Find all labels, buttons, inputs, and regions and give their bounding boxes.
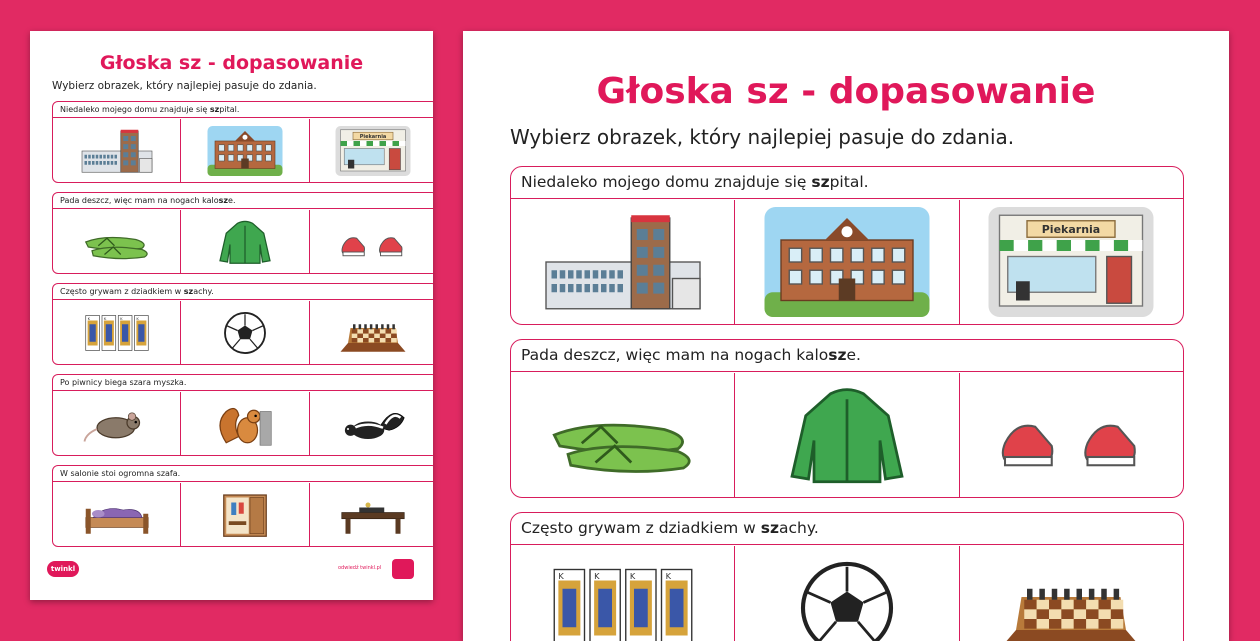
wardrobe-image (207, 490, 283, 540)
sentence-text-end: pital. (219, 105, 239, 114)
answer-option[interactable] (960, 373, 1183, 497)
exercise-sentence (511, 167, 1183, 199)
answer-option[interactable] (511, 200, 735, 324)
answer-option[interactable] (310, 392, 433, 455)
answer-option[interactable] (53, 392, 181, 455)
svg-text:K: K (630, 571, 636, 581)
answer-option[interactable] (181, 483, 309, 546)
flip-flops-image (79, 217, 155, 267)
svg-text:K: K (136, 316, 139, 320)
worksheet-zoomed (463, 31, 1229, 641)
playing-cards-image (538, 553, 708, 641)
answer-option[interactable] (181, 392, 309, 455)
exercise-sentence (53, 193, 433, 209)
answer-option[interactable] (181, 301, 309, 364)
hospital-image (79, 126, 155, 176)
highlighted-letters: sz (184, 287, 193, 296)
school-image (207, 126, 283, 176)
table-image (335, 490, 411, 540)
answer-option[interactable] (735, 546, 959, 641)
footer-url: odwiedź twinkl.pl (338, 565, 381, 571)
answer-option[interactable] (310, 210, 433, 273)
svg-text:K: K (104, 316, 107, 320)
raincoat-image (762, 380, 932, 490)
sentence-text-end: achy. (193, 287, 214, 296)
bakery-image (986, 207, 1156, 317)
sentence-text: Po piwnicy biega szara myszka. (60, 378, 186, 387)
svg-text:K: K (87, 316, 90, 320)
playing-cards-image (79, 308, 155, 358)
mouse-image (79, 399, 155, 449)
exercise-row-1 (52, 101, 433, 183)
exercise-row-2 (52, 192, 433, 274)
exercise-sentence (511, 340, 1183, 372)
exercise-sentence (53, 375, 433, 391)
answer-option[interactable] (511, 546, 735, 641)
answer-option[interactable] (960, 200, 1183, 324)
answer-option[interactable] (310, 119, 433, 182)
exercise-row-5 (52, 465, 433, 547)
answer-option[interactable] (310, 483, 433, 546)
answer-option[interactable] (53, 119, 181, 182)
football-image (207, 308, 283, 358)
sentence-text-end: achy. (779, 519, 819, 537)
answer-option[interactable] (181, 210, 309, 273)
worksheet-thumbnail (30, 31, 433, 600)
page-title: Głoska sz - dopasowanie (30, 52, 433, 74)
highlighted-letters: sz (811, 173, 829, 191)
instruction-text: Wybierz obrazek, który najlepiej pasuje do zdania. (52, 80, 317, 92)
exercise-row-4 (52, 374, 433, 456)
answer-option[interactable] (53, 210, 181, 273)
exercise-row-1 (510, 166, 1184, 325)
exercise-sentence (511, 513, 1183, 545)
exercise-row-2 (510, 339, 1184, 498)
page-title-large: Głoska sz - dopasowanie (463, 71, 1229, 112)
flip-flops-image (538, 380, 708, 490)
bakery-image (335, 126, 411, 176)
svg-text:K: K (120, 316, 123, 320)
answer-option[interactable] (53, 301, 181, 364)
sentence-text: Niedaleko mojego domu znajduje się (521, 173, 811, 191)
answer-option[interactable] (310, 301, 433, 364)
hospital-image (538, 207, 708, 317)
sneakers-image (986, 380, 1156, 490)
svg-text:K: K (594, 571, 600, 581)
sentence-text: Pada deszcz, więc mam na nogach kalo (60, 196, 219, 205)
school-image (762, 207, 932, 317)
exercise-row-3 (510, 512, 1184, 641)
sentence-text: Niedaleko mojego domu znajduje się (60, 105, 210, 114)
answer-option[interactable] (511, 373, 735, 497)
exercise-sentence (53, 284, 433, 300)
footer-badge-icon (392, 559, 414, 579)
sentence-text: Często grywam z dziadkiem w (60, 287, 184, 296)
svg-text:K: K (558, 571, 564, 581)
chessboard-image (335, 308, 411, 358)
answer-option[interactable] (181, 119, 309, 182)
exercise-sentence (53, 466, 433, 482)
sentence-text-end: e. (228, 196, 235, 205)
answer-option[interactable] (960, 546, 1183, 641)
football-image (762, 553, 932, 641)
chessboard-image (986, 553, 1156, 641)
answer-option[interactable] (735, 373, 959, 497)
sentence-text-end: pital. (830, 173, 869, 191)
highlighted-letters: sz (761, 519, 779, 537)
answer-option[interactable] (53, 483, 181, 546)
answer-option[interactable] (735, 200, 959, 324)
twinkl-logo: twinkl (47, 561, 79, 577)
exercise-sentence (53, 102, 433, 118)
raincoat-image (207, 217, 283, 267)
sneakers-image (335, 217, 411, 267)
skunk-image (335, 399, 411, 449)
highlighted-letters: sz (219, 196, 228, 205)
squirrel-image (207, 399, 283, 449)
instruction-text-large: Wybierz obrazek, który najlepiej pasuje do zdania. (510, 125, 1014, 149)
sentence-text: Pada deszcz, więc mam na nogach kalo (521, 346, 828, 364)
sentence-text: W salonie stoi ogromna szafa. (60, 469, 180, 478)
exercise-row-3 (52, 283, 433, 365)
highlighted-letters: sz (210, 105, 219, 114)
bakery-sign-text: Piekarnia (360, 133, 387, 139)
highlighted-letters: sz (828, 346, 846, 364)
bed-image (79, 490, 155, 540)
svg-text:K: K (665, 571, 671, 581)
sentence-text-end: e. (847, 346, 861, 364)
bakery-sign-text: Piekarnia (1042, 223, 1100, 236)
sentence-text: Często grywam z dziadkiem w (521, 519, 761, 537)
